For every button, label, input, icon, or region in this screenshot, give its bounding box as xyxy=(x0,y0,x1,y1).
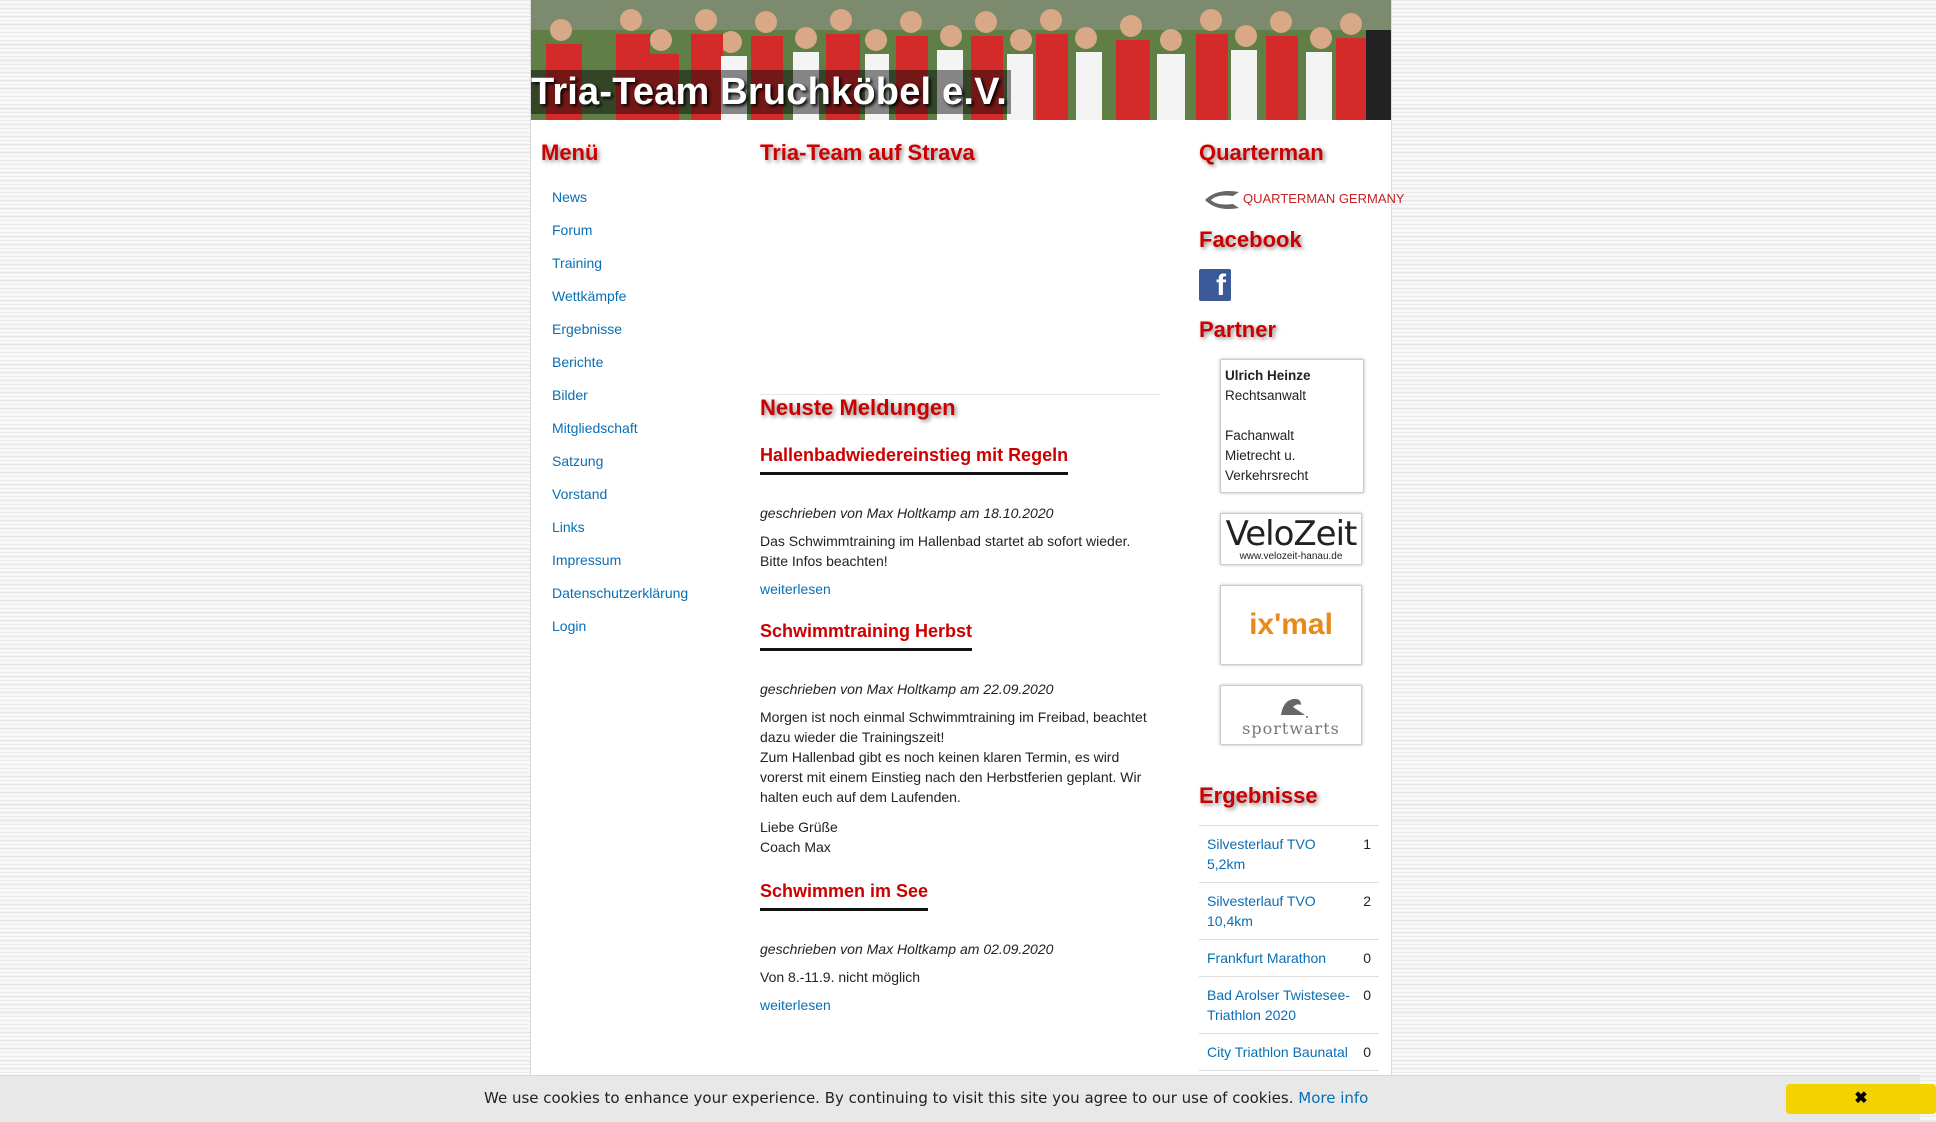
menu-link-mitgliedschaft[interactable]: Mitgliedschaft xyxy=(552,420,638,436)
menu-link-wettkaempfe[interactable]: Wettkämpfe xyxy=(552,288,627,304)
menu-item-links xyxy=(552,516,741,549)
read-more-link[interactable]: weiterlesen xyxy=(760,997,831,1013)
velozeit-logo[interactable] xyxy=(1220,513,1362,565)
quarterman-logo-text: QUARTERMAN GERMANY xyxy=(1243,191,1405,206)
page xyxy=(530,0,1405,1121)
result-link[interactable]: Silvesterlauf TVO 10,4km xyxy=(1207,893,1316,929)
article-line: Morgen ist noch einmal Schwimmtraining im Freibad, beachtet dazu wieder die Trainingszeit! xyxy=(760,709,1147,745)
article-title[interactable]: Schwimmtraining Herbst xyxy=(760,621,972,651)
partner-line: Fachanwalt xyxy=(1225,428,1295,443)
facebook-link[interactable] xyxy=(1199,269,1379,301)
quarterman-heading: Quarterman xyxy=(1199,140,1324,165)
partner-heading: Partner xyxy=(1199,317,1277,342)
facebook-heading: Facebook xyxy=(1199,227,1302,252)
menu-item-satzung xyxy=(552,450,741,483)
menu-link-ergebnisse[interactable]: Ergebnisse xyxy=(552,321,623,337)
article-meta: geschrieben von Max Holtkamp am 18.10.2020 xyxy=(760,505,1054,521)
result-row xyxy=(1199,940,1379,977)
menu-link-satzung[interactable]: Satzung xyxy=(552,453,604,469)
main-menu xyxy=(541,186,741,648)
result-count: 0 xyxy=(1363,950,1371,966)
partner-role: Rechtsanwalt xyxy=(1225,388,1307,403)
article-paragraph xyxy=(760,817,1160,857)
results-list xyxy=(1199,825,1379,1071)
result-row xyxy=(1199,883,1379,940)
menu-item-news xyxy=(552,186,741,219)
partner-name: Ulrich Heinze xyxy=(1225,368,1311,383)
result-link[interactable]: Silvesterlauf TVO 5,2km xyxy=(1207,836,1316,872)
menu-link-vorstand[interactable]: Vorstand xyxy=(552,486,608,502)
article-body xyxy=(760,531,1160,571)
ixmal-logo[interactable] xyxy=(1220,585,1362,665)
menu-item-forum xyxy=(552,219,741,252)
article-title[interactable]: Hallenbadwiedereinstieg mit Regeln xyxy=(760,445,1068,475)
strava-widget[interactable] xyxy=(760,166,1160,395)
cookie-message xyxy=(484,1089,1368,1107)
article-meta: geschrieben von Max Holtkamp am 02.09.2020 xyxy=(760,941,1054,957)
article-line: Zum Hallenbad gibt es noch keinen klaren Termin, es wird vorerst mit einem Einstieg nach den Herbstferien geplant. Wir halten euch auf dem Laufenden. xyxy=(760,749,1142,805)
menu-item-vorstand xyxy=(552,483,741,516)
result-link[interactable]: City Triathlon Baunatal xyxy=(1207,1044,1348,1060)
article-paragraph: Von 8.-11.9. nicht möglich xyxy=(760,969,921,985)
article-body xyxy=(760,967,1160,987)
menu-item-mitgliedschaft xyxy=(552,417,741,450)
left-column xyxy=(541,140,741,648)
facebook-icon: f xyxy=(1199,269,1231,301)
velozeit-url: www.velozeit-hanau.de xyxy=(1239,550,1343,562)
menu-link-training[interactable]: Training xyxy=(552,255,603,271)
article xyxy=(760,881,1160,1013)
result-row xyxy=(1199,1034,1379,1071)
cookie-close-button[interactable] xyxy=(1786,1084,1936,1114)
article-line: Liebe Grüße xyxy=(760,819,838,835)
menu-link-datenschutz[interactable]: Datenschutzerklärung xyxy=(552,585,689,601)
article xyxy=(760,621,1160,857)
results-heading: Ergebnisse xyxy=(1199,783,1318,808)
article-body xyxy=(760,707,1160,857)
partner-line: Verkehrsrecht xyxy=(1225,468,1309,483)
menu-link-berichte[interactable]: Berichte xyxy=(552,354,604,370)
menu-link-forum[interactable]: Forum xyxy=(552,222,593,238)
result-count: 0 xyxy=(1363,1044,1371,1060)
cookie-text: We use cookies to enhance your experience. By continuing to visit this site you agree to our use of cookies. xyxy=(484,1089,1294,1107)
sportwarts-logo[interactable] xyxy=(1220,685,1362,745)
sportwarts-logo-text: sportwarts xyxy=(1242,718,1340,738)
result-count: 1 xyxy=(1363,836,1371,852)
menu-item-wettkaempfe xyxy=(552,285,741,318)
result-link[interactable]: Frankfurt Marathon xyxy=(1207,950,1327,966)
result-count: 2 xyxy=(1363,893,1371,909)
site-title: Tria-Team Bruchköbel e.V. xyxy=(531,70,1011,114)
result-row xyxy=(1199,826,1379,883)
main-column xyxy=(760,140,1160,1013)
read-more-link[interactable]: weiterlesen xyxy=(760,581,831,597)
close-icon: ✖ xyxy=(1854,1090,1868,1107)
result-count: 0 xyxy=(1363,987,1371,1003)
quarterman-logo xyxy=(1203,186,1405,210)
menu-item-login xyxy=(552,615,741,648)
partner-card xyxy=(1220,359,1364,493)
menu-link-links[interactable]: Links xyxy=(552,519,585,535)
article-paragraph: Das Schwimmtraining im Hallenbad startet ab sofort wieder. Bitte Infos beachten! xyxy=(760,533,1131,569)
article-meta: geschrieben von Max Holtkamp am 22.09.2020 xyxy=(760,681,1054,697)
strava-heading: Tria-Team auf Strava xyxy=(760,140,975,165)
menu-item-datenschutz xyxy=(552,582,741,615)
right-column xyxy=(1199,140,1405,1071)
menu-link-impressum[interactable]: Impressum xyxy=(552,552,622,568)
menu-item-training xyxy=(552,252,741,285)
menu-item-berichte xyxy=(552,351,741,384)
result-link[interactable]: Bad Arolser Twistesee-Triathlon 2020 xyxy=(1207,987,1350,1023)
cookie-banner xyxy=(0,1075,1920,1122)
article-title[interactable]: Schwimmen im See xyxy=(760,881,928,911)
menu-item-ergebnisse xyxy=(552,318,741,351)
result-row xyxy=(1199,977,1379,1034)
article-paragraph xyxy=(760,707,1160,807)
cookie-more-info-link[interactable]: More info xyxy=(1298,1089,1369,1107)
header-banner xyxy=(531,0,1391,120)
menu-heading: Menü xyxy=(541,140,599,165)
menu-item-bilder xyxy=(552,384,741,417)
ixmal-logo-text: ix'mal xyxy=(1249,608,1333,641)
quarterman-logo-link[interactable] xyxy=(1199,191,1405,213)
menu-item-impressum xyxy=(552,549,741,582)
velozeit-logo-text: VeloZeit xyxy=(1225,513,1357,554)
menu-link-bilder[interactable]: Bilder xyxy=(552,387,588,403)
article-line: Coach Max xyxy=(760,839,831,855)
menu-link-news[interactable]: News xyxy=(552,189,588,205)
menu-link-login[interactable]: Login xyxy=(552,618,587,634)
partner-line: Mietrecht u. xyxy=(1225,448,1296,463)
news-heading: Neuste Meldungen xyxy=(760,395,956,420)
article xyxy=(760,445,1160,597)
sportwarts-figure-icon xyxy=(1271,693,1311,719)
